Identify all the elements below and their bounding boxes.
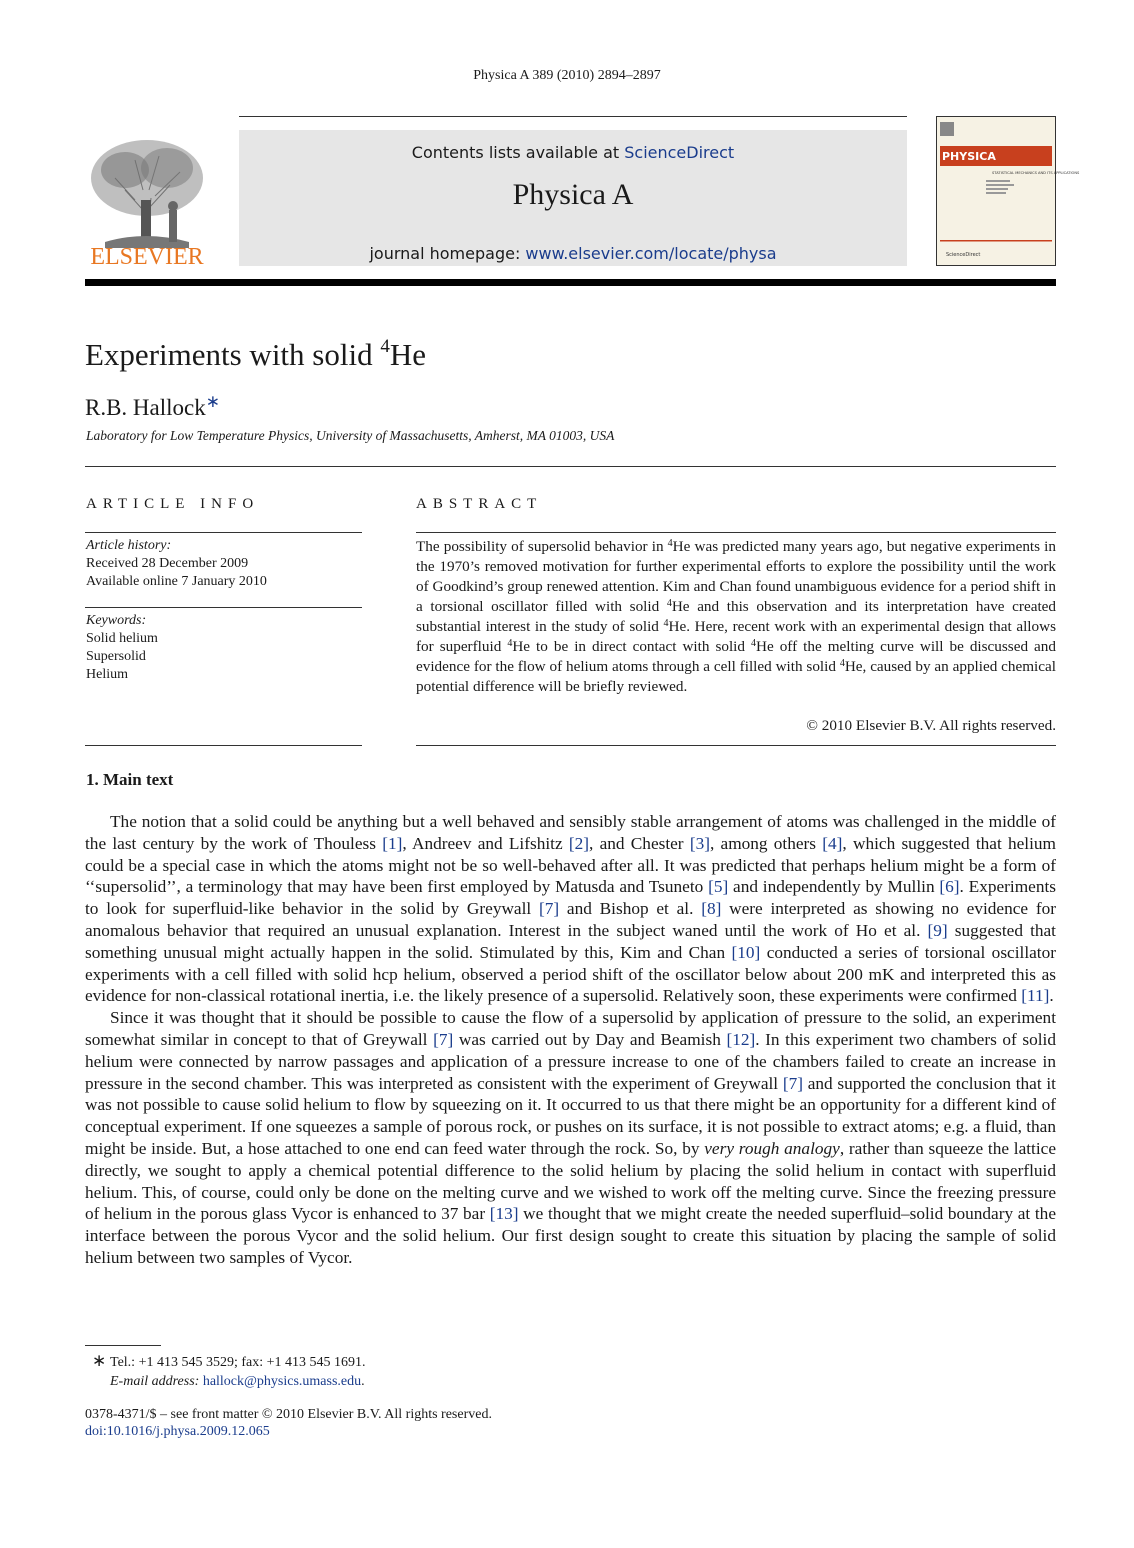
elsevier-tree-icon (85, 130, 209, 270)
isotope-superscript: 4 (839, 658, 845, 669)
text-run: conducted a series of torsional oscillator experiments with a cell filled with solid hcp helium, observed a period shift of the oscillator below about 200 mK and interpreted this as evidence for non-classical rotational inertia, i.e. the likely presence of a supersolid. Relatively soon, these experiments were confirmed (85, 942, 1056, 1006)
author-footnote-link[interactable]: ∗ (205, 392, 220, 411)
doi-link[interactable]: doi:10.1016/j.physa.2009.12.065 (85, 1424, 270, 1439)
keywords-block (86, 612, 362, 684)
keyword: Supersolid (86, 649, 146, 664)
section-rule (85, 466, 1056, 467)
journal-cover-thumbnail[interactable] (936, 116, 1080, 266)
main-text (85, 811, 1056, 1269)
paragraph-2 (85, 1007, 1056, 1269)
text-run: . (361, 1374, 365, 1389)
author-text: R.B. Hallock (85, 395, 206, 420)
elsevier-logo[interactable] (85, 130, 209, 270)
text-run: . Experiments to look for superfluid-like behavior in the solid by Greywall (85, 877, 1057, 919)
section-heading: 1. Main text (86, 770, 174, 789)
abstract-copyright: © 2010 Elsevier B.V. All rights reserved. (806, 717, 1056, 734)
citation-link[interactable]: [2] (568, 833, 590, 853)
text-run: suggested that something unusual might actually happen in the solid. Stimulated by this, Kim and Chan (85, 920, 1056, 962)
article-info-heading: ARTICLE INFO (86, 496, 260, 512)
text-run: were interpreted as showing no evidence for anomalous behavior that required an unusual explanation. Interest in the subject waned until the work of Ho et al. (85, 899, 1056, 940)
citation-link[interactable]: [7] (538, 899, 560, 919)
text-run: and independently by Mullin (728, 877, 940, 897)
emphasis: very rough analogy (704, 1138, 840, 1158)
paragraph-1 (85, 811, 1056, 1007)
text-run: The notion that a solid could be anything but a well behaved and sensibly stable arrangement of atoms was challenged in the middle of the last century by the work of Thouless (85, 812, 1056, 853)
front-matter (85, 1406, 492, 1440)
text-run: He. Here, recent work with an experimental design that allows for superfluid (416, 618, 1056, 655)
citation-link[interactable]: [7] (782, 1073, 803, 1093)
issn-line: 0378-4371/$ – see front matter © 2010 Elsevier B.V. All rights reserved. (85, 1407, 492, 1422)
journal-title: Physica A (512, 178, 634, 211)
footnote-phone: Tel.: +1 413 545 3529; fax: +1 413 545 1691. (110, 1355, 366, 1370)
info-rule-mid (85, 607, 362, 608)
isotope-superscript: 4 (666, 598, 672, 609)
email-link[interactable]: hallock@physics.umass.edu (202, 1374, 362, 1389)
available-date: Available online 7 January 2010 (86, 574, 267, 589)
info-rule-bottom (85, 745, 362, 746)
cover-footer: ScienceDirect (946, 252, 981, 258)
article-history (86, 537, 362, 591)
citation-link[interactable]: [6] (939, 877, 960, 897)
text-run: He to be in direct contact with solid (512, 638, 751, 655)
text-run: . (1049, 986, 1054, 1006)
abstract-body (416, 537, 1056, 697)
citation-link[interactable]: [13] (489, 1204, 519, 1224)
footnote-rule (85, 1345, 161, 1346)
keywords-label: Keywords: (86, 613, 147, 628)
citation-link[interactable]: [8] (701, 899, 722, 919)
journal-banner (239, 130, 907, 266)
info-rule-top (85, 532, 362, 533)
text-run: we thought that we might create the needed superfluid–solid boundary at the interface between the porous Vycor and the solid helium. Our first design sought to create this situation by placing the sample of solid helium between two samples of Vycor. (85, 1204, 1056, 1267)
footnote-mark: ∗ (92, 1351, 107, 1370)
text-run: , rather than squeeze the lattice directly, we sought to apply a chemical potential difference to the solid helium by placing the solid helium in contact with superfluid helium. This, of course, could only be done on the melting curve and we wished to work off the melting curve. Since the freezing pressure of helium in the porous glass Vycor is enhanced to 37 bar (85, 1138, 1056, 1224)
citation-link[interactable]: [5] (708, 877, 729, 897)
header-thick-rule (85, 279, 1056, 286)
homepage-prefix: journal homepage: (369, 244, 526, 263)
text-run: , which suggested that helium could be a special case in which the atoms might not be so well-behaved after all. It was predicted that perhaps helium might be a form of ‘‘supersolid’’, a terminology that may have been first employed by Matusda and Tsuneto (85, 833, 1056, 897)
text-run: was carried out by Day and Beamish (453, 1029, 727, 1049)
text-run: . In this experiment two chambers of solid helium were connected by narrow passages and application of a pressure increase to one of the chambers failed to create an increase in pressure in the second chamber. This was interpreted as consistent with the experiment of Greywall (85, 1029, 1056, 1093)
keyword: Solid helium (86, 631, 158, 646)
contents-prefix: Contents lists available at (411, 143, 625, 162)
cover-image-icon (936, 116, 1080, 266)
citation-link[interactable]: [3] (689, 833, 710, 853)
footnote-contact (92, 1351, 366, 1372)
abstract-heading: ABSTRACT (416, 496, 543, 512)
text-run: Since it was thought that it should be possible to cause the flow of a supersolid by application of pressure to the solid, an experiment somewhat similar in concept to that of Greywall (85, 1008, 1056, 1049)
text-run: , among others (709, 833, 823, 853)
title-superscript: 4 (380, 336, 390, 357)
history-label: Article history: (86, 538, 172, 553)
author-name (85, 392, 220, 421)
isotope-superscript: 4 (663, 618, 669, 629)
cover-title: PHYSICA (942, 150, 996, 163)
sciencedirect-link[interactable]: ScienceDirect (624, 143, 735, 162)
citation-link[interactable]: [9] (927, 920, 948, 940)
citation-link[interactable]: [1] (382, 833, 403, 853)
isotope-superscript: 4 (751, 638, 756, 649)
text-run: , and Chester (589, 833, 690, 853)
keyword: Helium (86, 667, 128, 682)
citation-link[interactable]: [11] (1021, 986, 1050, 1006)
elsevier-wordmark: ELSEVIER (90, 244, 204, 270)
text-run: He, caused by an applied chemical potential difference will be briefly reviewed. (416, 658, 1056, 695)
article-title (85, 336, 426, 373)
abstract-rule-bottom (416, 745, 1056, 746)
contents-line (239, 143, 907, 162)
header-rule (239, 116, 907, 117)
text-run: He off the melting curve will be discussed and evidence for the flow of helium atoms through a cell filled with solid (416, 638, 1056, 675)
text-run: The possibility of supersolid behavior in (416, 538, 668, 555)
isotope-superscript: 4 (667, 538, 673, 549)
citation-link[interactable]: [7] (433, 1029, 454, 1049)
homepage-line (239, 244, 907, 263)
text-run: and supported the conclusion that it was not possible to cause solid helium to flow by squeezing on it. It occurred to us that there might be an opportunity for a different kind of conceptual experiment. If one squeezes a sample of porous rock, or pushes on its surface, it is not possible to extract atoms; e.g. a fluid, than might be inside. But, a hose attached to one end can feed water through the rock. So, by (85, 1073, 1056, 1158)
title-text: Experiments with solid (85, 337, 381, 372)
running-head: Physica A 389 (2010) 2894–2897 (473, 68, 661, 83)
isotope-superscript: 4 (507, 638, 513, 649)
email-label: E-mail address: (110, 1374, 203, 1389)
received-date: Received 28 December 2009 (86, 556, 249, 571)
footnote-email (92, 1372, 366, 1391)
citation-link[interactable]: [10] (731, 942, 761, 962)
citation-link[interactable]: [12] (726, 1029, 756, 1049)
text-run: He was predicted many years ago, but negative experiments in the 1970’s removed motivation for further experimental efforts to explore the possibility until the work of Goodkind’s group renewed attention. Kim and Chan found unambiguous evidence for a period shift in a torsional oscillator filled with solid (416, 538, 1056, 615)
title-text-end: He (389, 337, 426, 372)
text-run: , Andreev and Lifshitz (402, 833, 569, 853)
footnote (92, 1351, 366, 1391)
homepage-link[interactable]: www.elsevier.com/locate/physa (525, 244, 777, 263)
cover-subtitle: STATISTICAL MECHANICS AND ITS APPLICATIONS (992, 171, 1080, 175)
text-run: and Bishop et al. (559, 899, 702, 919)
text-run: He and this observation and its interpretation have created substantial interest in the study of solid (416, 598, 1056, 635)
affiliation: Laboratory for Low Temperature Physics, University of Massachusetts, Amherst, MA 01003, USA (86, 428, 615, 443)
journal-header (85, 116, 1080, 270)
abstract-rule-top (416, 532, 1056, 533)
citation-link[interactable]: [4] (822, 833, 843, 853)
